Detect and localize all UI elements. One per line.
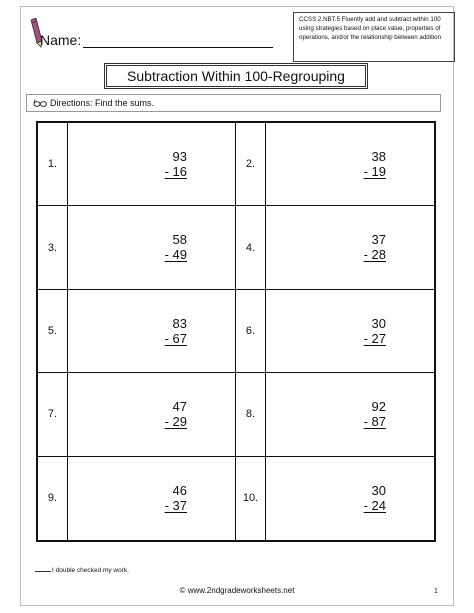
subtrahend: - 24	[363, 497, 386, 513]
problem-cell	[236, 206, 434, 289]
standard-box: CCSS 2.NBT.5 Fluently add and subtract within 100 using strategies based on place value, properties of operations, and/or the relationship between addition	[293, 12, 455, 62]
name-label: Name:	[40, 32, 82, 48]
page-number: 1	[434, 588, 438, 595]
problem-number: 7.	[38, 373, 68, 455]
problem-cell	[38, 373, 236, 456]
minuend: 58	[172, 232, 187, 248]
self-check-text: I double checked my work.	[52, 567, 129, 574]
problem-number: 1.	[38, 123, 68, 205]
name-line	[40, 32, 273, 48]
minuend: 38	[371, 149, 386, 164]
directions-text: Directions: Find the sums.	[50, 98, 155, 108]
problem	[165, 149, 187, 179]
answer-area[interactable]	[266, 290, 434, 372]
subtrahend: - 19	[363, 164, 386, 179]
problem	[364, 149, 386, 179]
answer-area[interactable]	[266, 206, 434, 288]
problem	[165, 232, 187, 262]
problem-cell	[236, 123, 434, 206]
directions-box	[26, 94, 441, 112]
problem-cell	[38, 290, 236, 373]
self-check-line	[35, 565, 129, 574]
answer-area[interactable]	[68, 290, 235, 372]
subtrahend: - 49	[164, 247, 187, 263]
problem-number: 10.	[236, 457, 266, 540]
problem	[364, 483, 386, 513]
subtrahend: - 27	[363, 330, 386, 346]
answer-area[interactable]	[266, 457, 434, 540]
problem-cell	[38, 206, 236, 289]
problem-cell	[236, 290, 434, 373]
minuend: 30	[371, 482, 386, 498]
minuend: 93	[172, 149, 187, 164]
problem	[364, 316, 386, 346]
problem-cell	[236, 373, 434, 456]
minuend: 83	[172, 315, 187, 331]
problems-grid	[36, 121, 436, 542]
subtrahend: - 28	[363, 247, 386, 263]
answer-area[interactable]	[68, 206, 235, 288]
answer-area[interactable]	[68, 457, 235, 540]
minuend: 92	[371, 399, 386, 415]
minuend: 47	[172, 399, 187, 415]
subtrahend: - 67	[164, 330, 187, 346]
answer-area[interactable]	[68, 373, 235, 455]
problem-number: 3.	[38, 206, 68, 288]
footer-copyright: © www.2ndgradeworksheets.net	[179, 586, 295, 595]
problem-number: 8.	[236, 373, 266, 455]
problem-number: 2.	[236, 123, 266, 205]
problem-number: 5.	[38, 290, 68, 372]
problem	[364, 232, 386, 262]
name-field[interactable]	[83, 33, 273, 48]
problem	[165, 316, 187, 346]
problem	[165, 399, 187, 429]
problem-number: 6.	[236, 290, 266, 372]
problem-number: 9.	[38, 457, 68, 540]
minuend: 30	[371, 315, 386, 331]
subtrahend: - 87	[363, 414, 386, 430]
minuend: 37	[371, 232, 386, 248]
worksheet-title: Subtraction Within 100-Regrouping	[104, 63, 368, 89]
glasses-icon	[33, 99, 47, 107]
problem-cell	[236, 457, 434, 540]
answer-area[interactable]	[68, 123, 235, 205]
answer-area[interactable]	[266, 373, 434, 455]
subtrahend: - 37	[164, 497, 187, 513]
problem-cell	[38, 457, 236, 540]
subtrahend: - 16	[164, 164, 187, 179]
problem-cell	[38, 123, 236, 206]
problem-number: 4.	[236, 206, 266, 288]
answer-area[interactable]	[266, 123, 434, 205]
problem	[364, 399, 386, 429]
self-check-blank[interactable]	[35, 565, 51, 572]
subtrahend: - 29	[164, 414, 187, 430]
minuend: 46	[172, 482, 187, 498]
problem	[165, 483, 187, 513]
